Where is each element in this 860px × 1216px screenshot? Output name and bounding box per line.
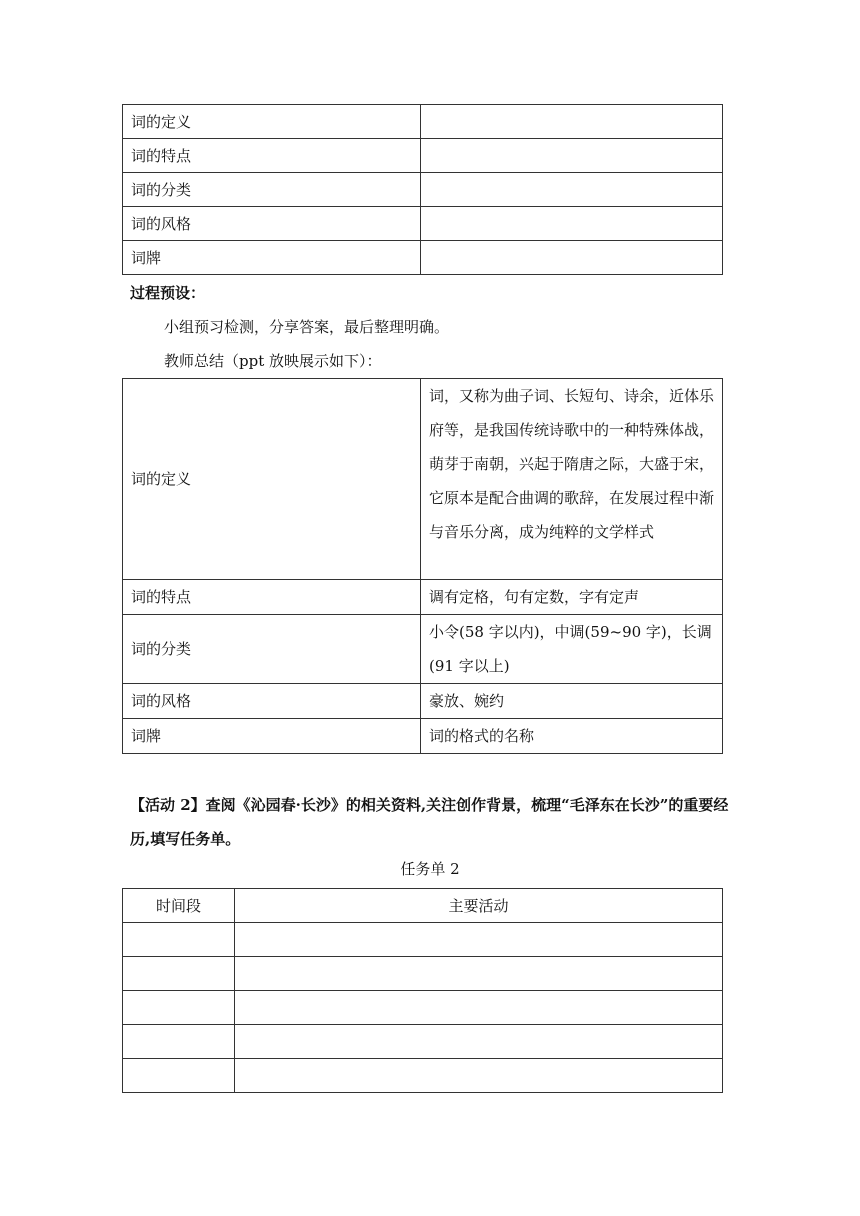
row-label: 词的风格 [123,207,421,241]
answer-cell[interactable] [421,139,723,173]
row-label: 词的定义 [123,379,421,580]
tasklist-title: 任务单 2 [400,860,460,878]
tasklist-table [122,888,723,1093]
row-label: 词的定义 [123,105,421,139]
row-label: 词的特点 [123,139,421,173]
table-row [123,957,723,991]
answer-text: 调有定格，句有定数，字有定声 [421,580,723,615]
period-cell[interactable] [123,923,235,957]
table-row [123,207,723,241]
table-row [123,684,723,719]
process-step-1: 小组预习检测，分享答案，最后整理明确。 [164,318,450,336]
answer-cell[interactable] [421,241,723,275]
column-header-period: 时间段 [123,889,235,923]
activity-cell[interactable] [235,991,723,1025]
ci-knowledge-blank-table [122,104,723,275]
answer-cell[interactable] [421,173,723,207]
row-label: 词的风格 [123,684,421,719]
period-cell[interactable] [123,1025,235,1059]
answer-cell[interactable] [421,105,723,139]
table-row [123,991,723,1025]
row-label: 词的分类 [123,173,421,207]
answer-text: 词，又称为曲子词、长短句、诗余，近体乐府等，是我国传统诗歌中的一种特殊体战，萌芽于南朝，兴起于隋唐之际，大盛于宋，它原本是配合曲调的歌辞，在发展过程中渐与音乐分离，成为纯粹的文学样式 [421,379,723,580]
table-row [123,379,723,580]
activity-cell[interactable] [235,1059,723,1093]
table-row [123,105,723,139]
column-header-activity: 主要活动 [235,889,723,923]
answer-cell[interactable] [421,207,723,241]
table-row [123,923,723,957]
period-cell[interactable] [123,991,235,1025]
ci-knowledge-answer-table [122,378,723,754]
answer-text: 小令(58 字以内)，中调(59~90 字)，长调(91 字以上) [421,615,723,684]
answer-text: 词的格式的名称 [421,719,723,754]
row-label: 词的分类 [123,615,421,684]
table-row [123,173,723,207]
row-label: 词的特点 [123,580,421,615]
table-header-row [123,889,723,923]
period-cell[interactable] [123,957,235,991]
activity-2-instruction: 【活动 2】查阅《沁园春·长沙》的相关资料,关注创作背景，梳理“毛泽东在长沙”的重要经历,填写任务单。 [130,796,729,848]
process-step-2: 教师总结（ppt 放映展示如下）： [164,352,382,370]
table-row [123,241,723,275]
activity-cell[interactable] [235,1025,723,1059]
period-cell[interactable] [123,1059,235,1093]
table-row [123,139,723,173]
activity-cell[interactable] [235,957,723,991]
row-label: 词牌 [123,241,421,275]
answer-text: 豪放、婉约 [421,684,723,719]
table-row [123,1059,723,1093]
row-label: 词牌 [123,719,421,754]
process-title: 过程预设： [130,284,206,302]
table-row [123,1025,723,1059]
table-row [123,580,723,615]
activity-cell[interactable] [235,923,723,957]
table-row [123,719,723,754]
table-row [123,615,723,684]
